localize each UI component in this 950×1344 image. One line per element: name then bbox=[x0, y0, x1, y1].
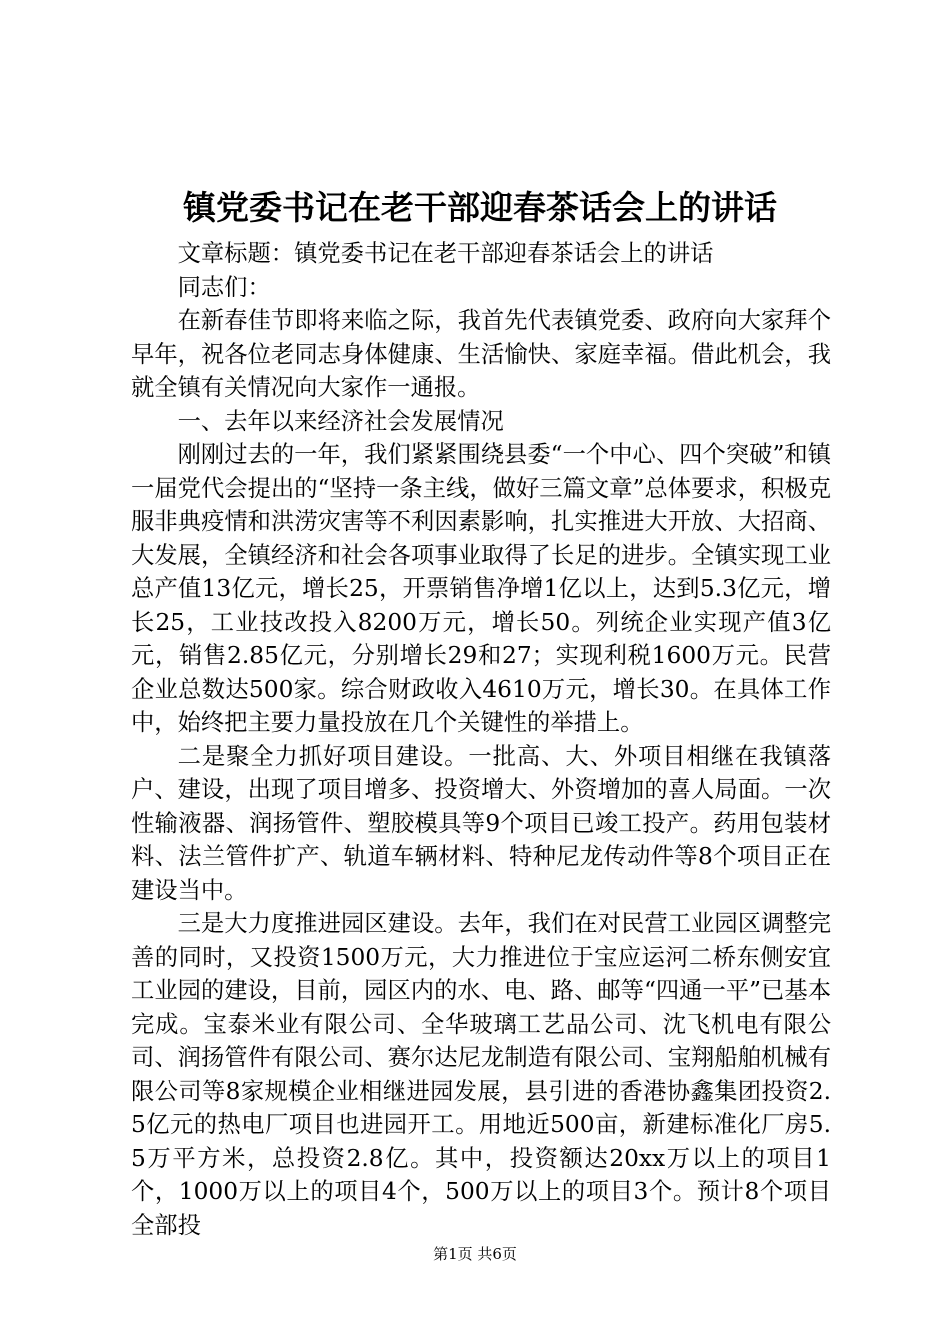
section-heading: 一、去年以来经济社会发展情况 bbox=[177, 407, 504, 435]
page-footer: 第1页 共6页 bbox=[433, 1245, 517, 1263]
document-title: 镇党委书记在老干部迎春茶话会上的讲话 bbox=[183, 188, 777, 227]
document-body bbox=[131, 237, 831, 1242]
salutation: 同志们： bbox=[177, 273, 271, 301]
paragraph-overview: 刚刚过去的一年，我们紧紧围绕县委“一个中心、四个突破”和镇一届党代会提出的“坚持一条主线，做好三篇文章”总体要求，积极克服非典疫情和洪涝灾害等不利因素影响，扎实推进大开放、大招商、大发展，全镇经济和社会各项事业取得了长足的进步。全镇实现工业总产值13亿元，增长25，开票销售净增1亿以上，达到5.3亿元，增长25，工业技改投入8200万元，增长50。列统企业实现产值3亿元，销售2.85亿元，分别增长29和27；实现利税1600万元。民营企业总数达500家。综合财政收入4610万元，增长30。在具体工作中，始终把主要力量投放在几个关键性的举措上。 bbox=[131, 441, 831, 736]
paragraph-projects: 二是聚全力抓好项目建设。一批高、大、外项目相继在我镇落户、建设，出现了项目增多、投资增大、外资增加的喜人局面。一次性输液器、润扬管件、塑胶模具等9个项目已竣工投产。药用包装材料、法兰管件扩产、轨道车辆材料、特种尼龙传动件等8个项目正在建设当中。 bbox=[131, 742, 831, 904]
paragraph-industrial-park: 三是大力度推进园区建设。去年，我们在对民营工业园区调整完善的同时，又投资1500万元，大力推进位于宝应运河二桥东侧安宜工业园的建设，目前，园区内的水、电、路、邮等“四通一平”已基本完成。宝泰米业有限公司、全华玻璃工艺品公司、沈飞机电有限公司、润扬管件有限公司、赛尔达尼龙制造有限公司、宝翔船舶机械有限公司等8家规模企业相继进园发展，县引进的香港协鑫集团投资2.5亿元的热电厂项目也进园开工。用地近500亩，新建标准化厂房5.5万平方米，总投资2.8亿。其中，投资额达20xx万以上的项目1个，1000万以上的项目4个，500万以上的项目3个。预计8个项目全部投 bbox=[131, 910, 831, 1239]
article-title-line: 文章标题：镇党委书记在老干部迎春茶话会上的讲话 bbox=[177, 240, 714, 267]
paragraph-greeting: 在新春佳节即将来临之际，我首先代表镇党委、政府向大家拜个早年，祝各位老同志身体健康、生活愉快、家庭幸福。借此机会，我就全镇有关情况向大家作一通报。 bbox=[131, 307, 831, 401]
